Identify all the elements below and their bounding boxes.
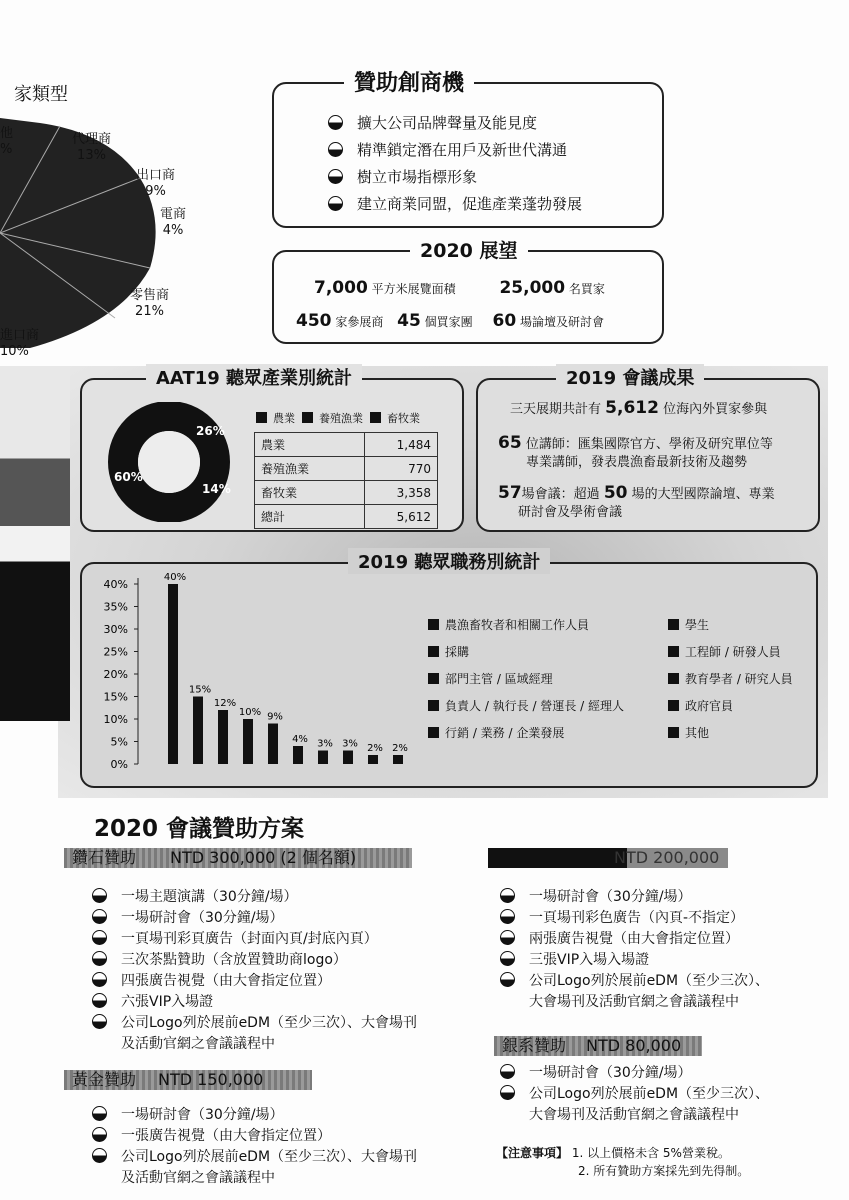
y-tick-label: 35% [103,600,128,614]
results-title: 2019 會議成果 [556,364,704,390]
left-dark-strip [0,366,70,721]
pie-label-agent: 代理商 13% [72,132,112,163]
bar [243,719,253,764]
legend-square-icon [428,700,439,711]
bullet-icon [500,972,515,987]
legend-square-icon [428,727,439,738]
bullet-icon [92,1127,107,1142]
plan-item: 大會場刊及活動官網之會議議程中 [529,994,739,1010]
legend-item: 農漁畜牧者和相關工作人員 [428,612,624,639]
bullet-icon [500,888,515,903]
y-tick-label: 20% [103,668,128,681]
results-line-1: 三天展期共計有 5,612 位海內外買家參與 [510,398,768,418]
bar-value-label: 2% [367,743,383,754]
aat-donut-label: 26% [196,424,225,438]
bullet-icon [328,196,343,211]
plan-item: 一場主題演講（30分鐘/場） [92,886,298,906]
plan-item: 一場研討會（30分鐘/場） [500,1062,692,1082]
bullet-icon [500,1064,515,1079]
sponsor-item: 樹立市場指標形象 [328,166,477,187]
diamond-plan-header: 鑽石贊助 NTD 300,000 (2 個名額) [64,848,412,868]
legend-item: 工程師 / 研發人員 [668,639,793,666]
plan-item: 及活動官網之會議議程中 [121,1036,275,1052]
plan-item: 公司Logo列於展前eDM（至少三次）、 [500,1083,769,1103]
plan-item: 一頁場刊彩色廣告（內頁-不指定） [500,907,744,927]
y-tick-label: 30% [103,623,128,636]
bullet-icon [328,169,343,184]
bar [193,697,203,765]
bullet-icon [500,930,515,945]
legend-square-icon [370,412,381,423]
bullet-icon [92,1014,107,1029]
y-tick-label: 25% [103,645,128,659]
plan-item: 兩張廣告視覺（由大會指定位置） [500,928,739,948]
sponsor-title: 贊助創商機 [344,66,474,97]
bar [168,584,178,764]
legend-item: 行銷 / 業務 / 企業發展 [428,720,624,747]
legend-square-icon [668,700,679,711]
plan-item: 公司Logo列於展前eDM（至少三次）、大會場刊 [92,1146,417,1166]
plan-item: 三張VIP入場入場證 [500,949,649,969]
plan-item: 一場研討會（30分鐘/場） [92,907,284,927]
bullet-icon [92,951,107,966]
bar-value-label: 9% [267,711,283,723]
aat-donut-label: 14% [202,482,231,496]
pie-label-export: 出口商 9% [136,168,176,199]
bullet-icon [500,1085,515,1100]
table-row: 畜牧業 3,358 [255,481,438,505]
legend-square-icon [428,619,439,630]
y-tick-label: 15% [103,690,128,704]
bullet-icon [92,1148,107,1163]
legend-square-icon [302,412,313,423]
aat-legend: 農業 養殖漁業 畜牧業 [256,410,420,426]
gold-plan-header: 黃金贊助 NTD 150,000 [64,1070,312,1090]
pie-label-retail: 零售商 21% [130,288,170,319]
bar [343,751,353,765]
bar-value-label: 40% [163,572,187,583]
plan-item: 公司Logo列於展前eDM（至少三次）、 [500,970,769,990]
legend-square-icon [668,727,679,738]
bar [393,755,403,764]
bullet-icon [92,1106,107,1121]
bar [368,755,378,764]
bar [218,710,228,764]
legend-square-icon [668,673,679,684]
legend-item: 部門主管 / 區域經理 [428,666,624,693]
legend-item: 其他 [668,720,793,747]
bullet-icon [92,909,107,924]
y-tick-label: 10% [103,713,128,726]
legend-square-icon [428,646,439,657]
bar [293,746,303,764]
bar-value-label: 4% [292,734,308,745]
outlook-title: 2020 展望 [410,236,528,263]
y-tick-label: 40% [103,578,128,591]
bar-value-label: 3% [342,738,358,750]
legend-square-icon [668,646,679,657]
aat-table [254,432,438,529]
bullet-icon [92,972,107,987]
plan-item: 一場研討會（30分鐘/場） [92,1104,284,1124]
chart-title: 2019 聽眾職務別統計 [348,548,550,574]
plan-item: 三次茶點贊助（含放置贊助商logo） [92,949,347,969]
plans-title: 2020 會議贊助方案 [94,816,305,842]
outlook-row-1: 7,000 平方米展覽面積 25,000 名買家 [314,278,605,298]
bar-value-label: 12% [213,698,237,709]
aat-donut-label: 60% [114,470,143,484]
pie-label-ecommerce: 電商 4% [160,207,187,238]
platinum-plan-header: NTD 200,000 [488,848,728,868]
bar [268,724,278,765]
legend-item: 負責人 / 執行長 / 營運長 / 經理人 [428,693,624,720]
chart-legend-left [428,612,624,747]
bullet-icon [500,951,515,966]
y-tick-label: 5% [110,735,128,749]
notes: 【注意事項】 1. 以上價格未含 5%營業稅。 2. 所有贊助方案採先到先得制。 [496,1146,750,1178]
sponsor-item: 建立商業同盟，促進產業蓬勃發展 [328,193,582,214]
plan-item: 一場研討會（30分鐘/場） [500,886,692,906]
bullet-icon [92,888,107,903]
sponsor-item: 精準鎖定潛在用戶及新世代溝通 [328,139,567,160]
legend-square-icon [428,673,439,684]
plan-item: 四張廣告視覺（由大會指定位置） [92,970,331,990]
legend-item: 採購 [428,639,624,666]
bar-value-label: 15% [188,684,212,696]
results-line-2: 65 位講師：匯集國際官方、學術及研究單位等 專業講師，發表農漁畜最新技術及趨勢 [498,433,773,470]
table-row: 養殖漁業 770 [255,457,438,481]
chart-legend-right [668,612,793,747]
results-line-3: 57場會議：超過 50 場的大型國際論壇、專業 研討會及學術會議 [498,483,775,520]
bar-chart [86,570,426,780]
bullet-icon [92,993,107,1008]
plan-item: 大會場刊及活動官網之會議議程中 [529,1107,739,1123]
plan-item: 一頁場刊彩頁廣告（封面內頁/封底內頁） [92,928,378,948]
bullet-icon [328,115,343,130]
legend-item: 政府官員 [668,693,793,720]
bar [318,751,328,765]
aat-donut-chart [104,402,234,522]
plan-item: 一張廣告視覺（由大會指定位置） [92,1125,331,1145]
silver-plan-header: 銀系贊助 NTD 80,000 [494,1036,702,1056]
bullet-icon [92,930,107,945]
bar-value-label: 2% [392,743,408,754]
legend-item: 學生 [668,612,793,639]
y-tick-label: 0% [110,758,128,771]
pie-label-other: 他 % [0,126,14,157]
legend-square-icon [668,619,679,630]
aat-title: AAT19 聽眾產業別統計 [146,364,362,390]
table-row: 農業 1,484 [255,433,438,457]
outlook-row-2: 450 家參展商 45 個買家團 60 場論壇及研討會 [296,311,605,331]
legend-square-icon [256,412,267,423]
bar-value-label: 3% [317,738,333,750]
bullet-icon [500,909,515,924]
plan-item: 及活動官網之會議議程中 [121,1170,275,1186]
plan-item: 公司Logo列於展前eDM（至少三次）、大會場刊 [92,1012,417,1032]
bullet-icon [328,142,343,157]
bar-value-label: 10% [238,707,262,718]
table-row: 總計 5,612 [255,505,438,529]
sponsor-item: 擴大公司品牌聲量及能見度 [328,112,537,133]
left-pie-title: 家類型 [14,84,68,105]
legend-item: 教育學者 / 研究人員 [668,666,793,693]
plan-item: 六張VIP入場證 [92,991,213,1011]
pie-label-import: 進口商 10% [0,328,40,359]
